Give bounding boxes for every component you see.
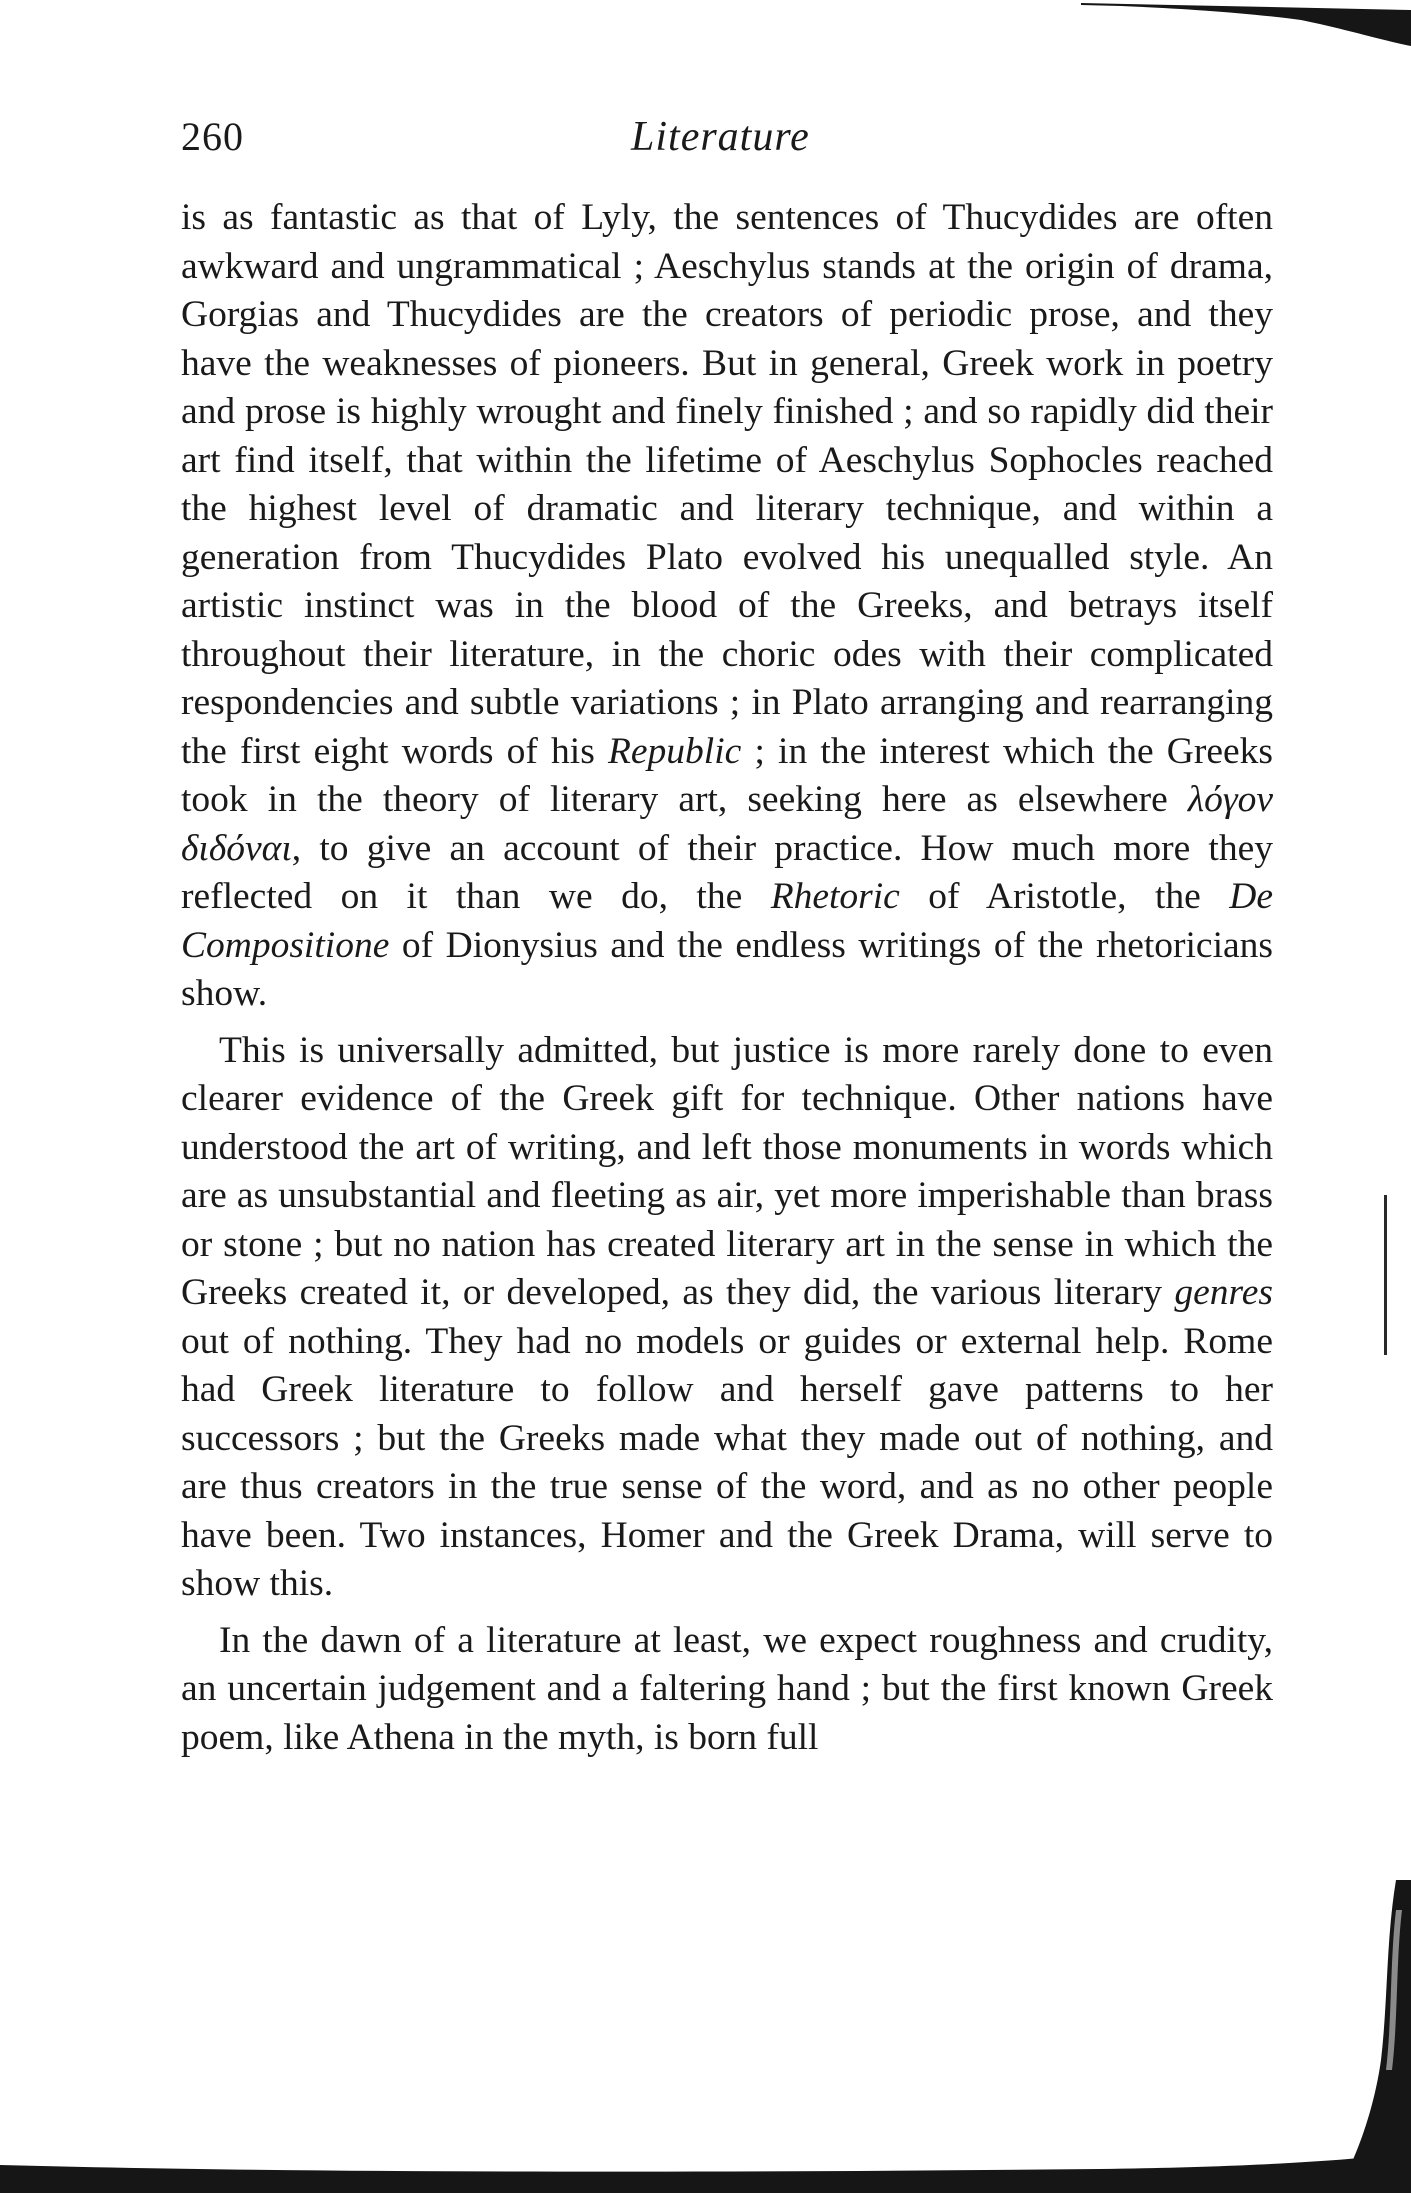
text-run: is as fantastic as that of Lyly, the sentences of Thucydides are often awkward and ungrammatical ; Aeschylus stands at the origin of drama, Gorgias and Thucydides are the creators of periodic prose, and they have the weaknesses of pioneers. But in general, Greek work in poetry and prose is highly wrought and finely finished ; and so rapidly did their art find itself, that within the lifetime of Aeschylus Sophocles reached the highest level of dramatic and literary technique, and within a generation from Thucydides Plato evolved his unequalled style. An artistic instinct was in the blood of the Greeks, and betrays itself throughout their literature, in the choric odes with their complicated respondencies and subtle variations ; in Plato arranging and rearranging the first eight words of his	[181, 197, 1273, 772]
scan-edge-shadow-top	[1081, 0, 1411, 50]
text-run: ; in the interest which the Greeks took in the theory of literary art, seeking here as elsewhere	[181, 730, 1273, 820]
text-run: out of nothing. They had no models or guides or external help. Rome had Greek literature to follow and herself gave patterns to her successors ; but the Greeks made what they made out of nothing, and are thus creators in the true sense of the word, and as no other people have been. Two instances, Homer and the Greek Drama, will serve to show this.	[181, 1320, 1273, 1604]
text-run: of Aristotle, the	[899, 876, 1230, 917]
paragraph	[181, 1617, 1273, 1763]
margin-line-mark	[1384, 1195, 1387, 1355]
term-genres: genres	[1174, 1272, 1273, 1313]
paragraph	[181, 1027, 1273, 1609]
text-run: , to give an account of their practice. How much more they reflected on it than we do, the	[181, 827, 1273, 917]
greek-phrase: λόγον διδόναι	[181, 779, 1273, 869]
paragraph-continued	[181, 194, 1273, 1019]
text-run: of Dionysius and the endless writings of the rhetoricians show.	[181, 924, 1273, 1014]
title-de-compositione: De Compositione	[181, 876, 1273, 966]
body-text	[181, 194, 1273, 1762]
title-republic: Republic	[607, 730, 742, 772]
text-run: In the dawn of a literature at least, we expect roughness and crudity, an uncertain judgement and a faltering hand ; but the first known Greek poem, like Athena in the myth, is born full	[181, 1619, 1273, 1758]
text-run: This is universally admitted, but justice is more rarely done to even clearer evidence of the Greek gift for technique. Other nations have understood the art of writing, and left those monuments in words which are as unsubstantial and fleeting as air, yet more imperishable than brass or stone ; but no nation has created literary art in the sense in which the Greeks created it, or developed, as they did, the various literary	[181, 1029, 1273, 1313]
running-title: Literature	[631, 114, 810, 160]
scan-edge-shadow-bottom	[0, 2143, 1411, 2193]
title-rhetoric: Rhetoric	[770, 876, 900, 917]
page-number: 260	[181, 114, 244, 159]
running-header	[181, 113, 1273, 173]
